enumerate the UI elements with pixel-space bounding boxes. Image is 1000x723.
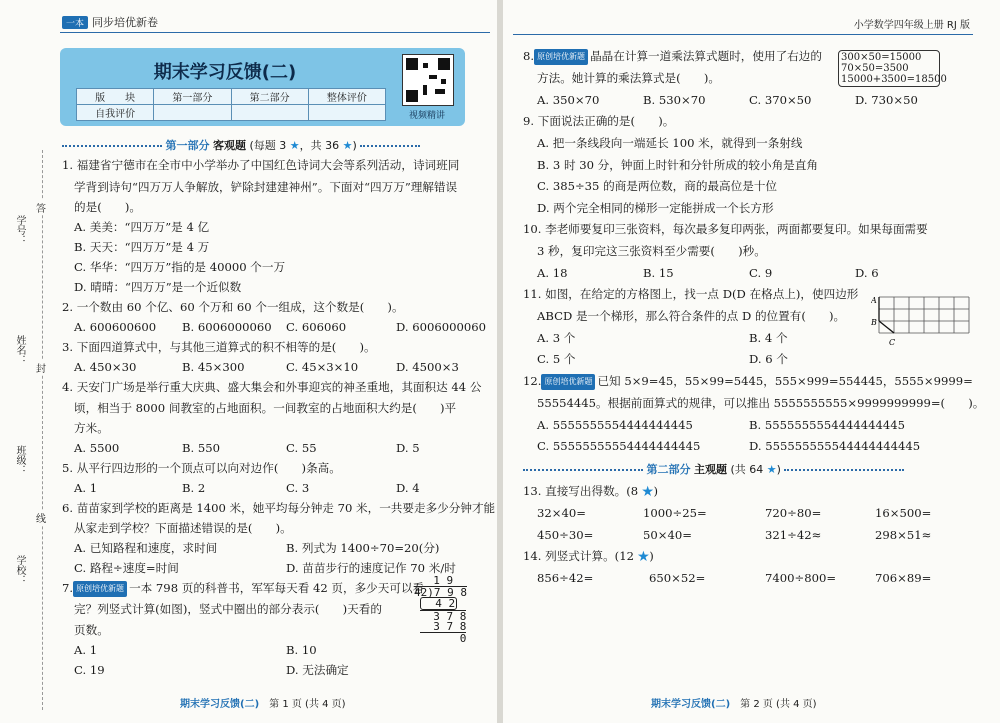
- q10-option[interactable]: B. 15: [643, 266, 674, 280]
- q3-option[interactable]: C. 45×3×10: [286, 360, 359, 374]
- left-page: [0, 0, 497, 723]
- table-head: 整体评价: [308, 89, 385, 105]
- q4-option[interactable]: B. 550: [182, 441, 221, 455]
- division-line: 1 9: [420, 574, 454, 587]
- q7-stem: 页数。: [74, 623, 109, 637]
- header-rule: [60, 32, 490, 33]
- q11-option[interactable]: B. 4 个: [749, 331, 788, 345]
- q13-item[interactable]: 50×40=: [643, 528, 692, 542]
- page-title: 期末学习反馈(二): [153, 62, 297, 83]
- q12-text: 已知 5×9=45，55×99=5445，555×999=554445，5555×9999=: [597, 374, 973, 388]
- q5-option[interactable]: A. 1: [74, 481, 98, 495]
- section-end: ): [776, 463, 781, 476]
- star-icon: ★: [641, 484, 654, 498]
- q11-stem: 11. 如图，在给定的方格图上，找一点 D(D 在格点上)，使四边形: [523, 287, 859, 301]
- q6-option[interactable]: C. 路程÷速度=时间: [74, 561, 179, 575]
- brand: [62, 14, 158, 30]
- qr-code-icon[interactable]: [402, 54, 454, 106]
- q12-option[interactable]: A. 5555555554444444445: [537, 418, 693, 432]
- division-line: 3 7 8: [420, 620, 467, 633]
- q5-option[interactable]: C. 3: [286, 481, 310, 495]
- qr-label: 视频精讲: [408, 111, 445, 121]
- q3-option[interactable]: B. 45×300: [182, 360, 245, 374]
- q1-line: 1. 福建省宁德市在全市中小学举办了中国红色诗词大会等系列活动，诗词班同: [62, 158, 460, 172]
- q2-option[interactable]: C. 606060: [286, 320, 347, 334]
- q5-stem: 5. 从平行四边形的一个顶点可以向对边作( )条高。: [62, 461, 341, 475]
- q10-stem: 3 秒，复印完这三张资料至少需要( )秒。: [537, 244, 766, 258]
- q8-option[interactable]: D. 730×50: [855, 93, 918, 107]
- class-label: 班级：: [14, 445, 25, 475]
- q8-number: 8.: [523, 49, 535, 63]
- q13-item[interactable]: 16×500=: [875, 506, 932, 520]
- section-part: 第二部分: [646, 463, 691, 476]
- calc-line: 300×50=15000: [841, 52, 922, 63]
- q6-option[interactable]: A. 已知路程和速度，求时间: [74, 541, 218, 555]
- new-question-tag: 原创培优新题: [73, 581, 127, 597]
- trapezoid-grid-figure: [871, 295, 976, 348]
- calc-line: 70×50=3500: [841, 63, 909, 74]
- section-note: (每题 3: [249, 139, 287, 152]
- star-icon: ★: [637, 549, 650, 563]
- section-total: ，共 36: [299, 139, 340, 152]
- star-icon: ★: [342, 139, 353, 152]
- q7-option[interactable]: C. 19: [74, 663, 105, 677]
- q2-option[interactable]: B. 6006000060: [182, 320, 272, 334]
- q13-item[interactable]: 720÷80=: [765, 506, 822, 520]
- q7-option[interactable]: A. 1: [74, 643, 98, 657]
- section-heading-2: [523, 461, 904, 477]
- q3-option[interactable]: A. 450×30: [74, 360, 137, 374]
- q11-option[interactable]: D. 6 个: [749, 352, 788, 366]
- q2-stem: 2. 一个数由 60 个亿、60 个万和 60 个一组成，这个数是( )。: [62, 300, 404, 314]
- point-label: A: [871, 296, 877, 305]
- section-name: 客观题: [213, 139, 246, 152]
- section-part: 第一部分: [165, 139, 210, 152]
- q6-stem: 6. 苗苗家到学校的距离是 1400 米，她平均每分钟走 70 米，一共要走多少分钟才能: [62, 501, 496, 515]
- brand-logo: 一本: [62, 16, 88, 29]
- q14-item[interactable]: 7400÷800=: [765, 571, 837, 585]
- q13-item[interactable]: 321÷42≈: [765, 528, 822, 542]
- q11-option[interactable]: A. 3 个: [537, 331, 576, 345]
- q14-item[interactable]: 650×52=: [649, 571, 706, 585]
- q13-stem: [523, 483, 658, 499]
- q4-option[interactable]: A. 5500: [74, 441, 120, 455]
- q7-stem: [62, 580, 424, 597]
- division-line: 42)7 9 8: [414, 586, 467, 599]
- q9-option[interactable]: B. 3 时 30 分，钟面上时针和分针所成的较小角是直角: [537, 158, 818, 172]
- q13-end: ): [653, 484, 659, 498]
- right-page: [503, 0, 1000, 723]
- section-note: (共 64: [730, 463, 764, 476]
- q5-option[interactable]: D. 4: [396, 481, 420, 495]
- q1-line: 的是( )。: [74, 200, 142, 214]
- division-line: 3 7 8: [420, 610, 467, 623]
- q4-stem: 顷，相当于 8000 间教室的占地面积。一间教室的占地面积大约是( )平: [74, 401, 457, 415]
- division-line: 0: [420, 632, 467, 645]
- point-label: B: [871, 318, 877, 327]
- new-question-tag: 原创培优新题: [541, 374, 595, 390]
- q1-option[interactable]: A. 美美：“四万万”是 4 亿: [74, 220, 210, 234]
- q4-option[interactable]: C. 55: [286, 441, 317, 455]
- q9-option[interactable]: D. 两个完全相同的梯形一定能拼成一个长方形: [537, 201, 774, 215]
- table-head: 第一部分: [154, 89, 231, 105]
- q9-stem: 9. 下面说法正确的是( )。: [523, 114, 675, 128]
- table-cell: [308, 105, 385, 121]
- section-name: 主观题: [694, 463, 727, 476]
- calc-box: [838, 50, 947, 87]
- q14-item[interactable]: 706×89=: [875, 571, 932, 585]
- table-head: 版 块: [77, 89, 154, 105]
- q11-stem: ABCD 是一个梯形，那么符合条件的点 D 的位置有( )。: [537, 309, 846, 323]
- q9-option[interactable]: C. 385÷35 的商是两位数，商的最高位是十位: [537, 179, 778, 193]
- fold-mark: 答: [36, 200, 46, 215]
- q10-option[interactable]: C. 9: [749, 266, 773, 280]
- footer: [651, 695, 817, 710]
- q8-stem: [523, 48, 822, 65]
- q10-option[interactable]: D. 6: [855, 266, 879, 280]
- q12-stem: [523, 373, 973, 390]
- student-name-label: 姓名：: [14, 335, 25, 365]
- brand-name: 同步培优新卷: [92, 16, 159, 29]
- q7-text: 一本 798 页的科普书，军军每天看 42 页，多少天可以看: [129, 581, 425, 595]
- q10-stem: 10. 李老师要复印三张资料，每次最多复印两张，两面都要复印。如果每面需要: [523, 222, 928, 236]
- q8-text: 晶晶在计算一道乘法算式题时，使用了右边的: [590, 49, 822, 63]
- q12-option[interactable]: D. 555555555544444444445: [749, 439, 921, 453]
- q12-option[interactable]: B. 5555555554444444445: [749, 418, 906, 432]
- section-heading-1: [62, 137, 420, 153]
- q7-option[interactable]: B. 10: [286, 643, 317, 657]
- footer-title: 期末学习反馈(二): [651, 699, 731, 710]
- q1-option[interactable]: C. 华华：“四万万”指的是 40000 个一万: [74, 260, 286, 274]
- fold-mark: 线: [36, 510, 46, 525]
- q7-stem: 完？列竖式计算(如图)，竖式中圈出的部分表示( )天看的: [74, 602, 382, 616]
- table-cell: [154, 105, 231, 121]
- q8-option[interactable]: B. 530×70: [643, 93, 706, 107]
- q2-option[interactable]: A. 600600600: [74, 320, 157, 334]
- evaluation-table: [76, 88, 386, 121]
- q13-item[interactable]: 298×51≈: [875, 528, 932, 542]
- q14-end: ): [649, 549, 654, 563]
- q12-stem: 55554445。根据前面算式的规律，可以推出 5555555555×9999999999=( )。: [537, 396, 985, 410]
- q4-stem: 4. 天安门广场是举行重大庆典、盛大集会和外事迎宾的神圣重地，其面积达 44 公: [62, 380, 482, 394]
- school-label: 学校：: [14, 555, 25, 585]
- q2-option[interactable]: D. 6006000060: [396, 320, 487, 334]
- point-label: C: [889, 338, 896, 347]
- q12-number: 12.: [523, 374, 542, 388]
- q7-option[interactable]: D. 无法确定: [286, 663, 349, 677]
- q3-option[interactable]: D. 4500×3: [396, 360, 459, 374]
- q1-option[interactable]: D. 晴晴：“四万万”是一个近似数: [74, 280, 242, 294]
- q4-stem: 方米。: [74, 421, 109, 435]
- q10-option[interactable]: A. 18: [537, 266, 568, 280]
- book-header: 小学数学四年级上册 RJ 版: [853, 20, 970, 31]
- table-head: 第二部分: [231, 89, 308, 105]
- q14-stem: [523, 548, 654, 564]
- division-line: 4 2: [422, 597, 456, 610]
- header-rule: [513, 34, 973, 35]
- footer-page: 第 1 页 (共 4 页): [269, 699, 346, 710]
- q14-item[interactable]: 856÷42=: [537, 571, 594, 585]
- table-row-label: 自我评价: [77, 105, 154, 121]
- title-banner: [60, 48, 465, 126]
- table-cell: [231, 105, 308, 121]
- student-id-label: 学号：: [14, 215, 25, 245]
- star-icon: ★: [766, 463, 777, 476]
- fold-mark: 封: [36, 360, 46, 375]
- q13-item[interactable]: 450÷30=: [537, 528, 594, 542]
- q8-option[interactable]: C. 370×50: [749, 93, 812, 107]
- q6-stem: 从家走到学校？下面描述错误的是( )。: [74, 521, 292, 535]
- q5-option[interactable]: B. 2: [182, 481, 206, 495]
- calc-line: 15000+3500=18500: [841, 74, 947, 85]
- star-icon: ★: [289, 139, 300, 152]
- section-end: ): [352, 139, 357, 152]
- q8-option[interactable]: A. 350×70: [537, 93, 600, 107]
- fold-line: [42, 150, 43, 710]
- footer: [180, 695, 346, 710]
- q1-option[interactable]: B. 天天：“四万万”是 4 万: [74, 240, 210, 254]
- q11-option[interactable]: C. 5 个: [537, 352, 576, 366]
- q14-text: 14. 列竖式计算。(12: [523, 549, 634, 563]
- q13-item[interactable]: 1000÷25=: [643, 506, 707, 520]
- footer-title: 期末学习反馈(二): [180, 699, 260, 710]
- q13-item[interactable]: 32×40=: [537, 506, 586, 520]
- q1-line: 学背到诗句“四万万人争解放，铲除封建建神州”。下面对“四万万”理解错误: [74, 180, 458, 194]
- q12-option[interactable]: C. 55555555554444444445: [537, 439, 701, 453]
- q3-stem: 3. 下面四道算式中，与其他三道算式的积不相等的是( )。: [62, 340, 376, 354]
- q8-stem: 方法。她计算的乘法算式是( )。: [537, 71, 720, 85]
- q13-text: 13. 直接写出得数。(8: [523, 484, 639, 498]
- q6-option[interactable]: B. 列式为 1400÷70=20(分): [286, 541, 440, 555]
- q9-option[interactable]: A. 把一条线段向一端延长 100 米，就得到一条射线: [537, 136, 803, 150]
- q7-number: 7.: [62, 581, 74, 595]
- footer-page: 第 2 页 (共 4 页): [740, 699, 817, 710]
- q4-option[interactable]: D. 5: [396, 441, 420, 455]
- new-question-tag: 原创培优新题: [534, 49, 588, 65]
- q6-option[interactable]: D. 苗苗步行的速度记作 70 米/时: [286, 561, 456, 575]
